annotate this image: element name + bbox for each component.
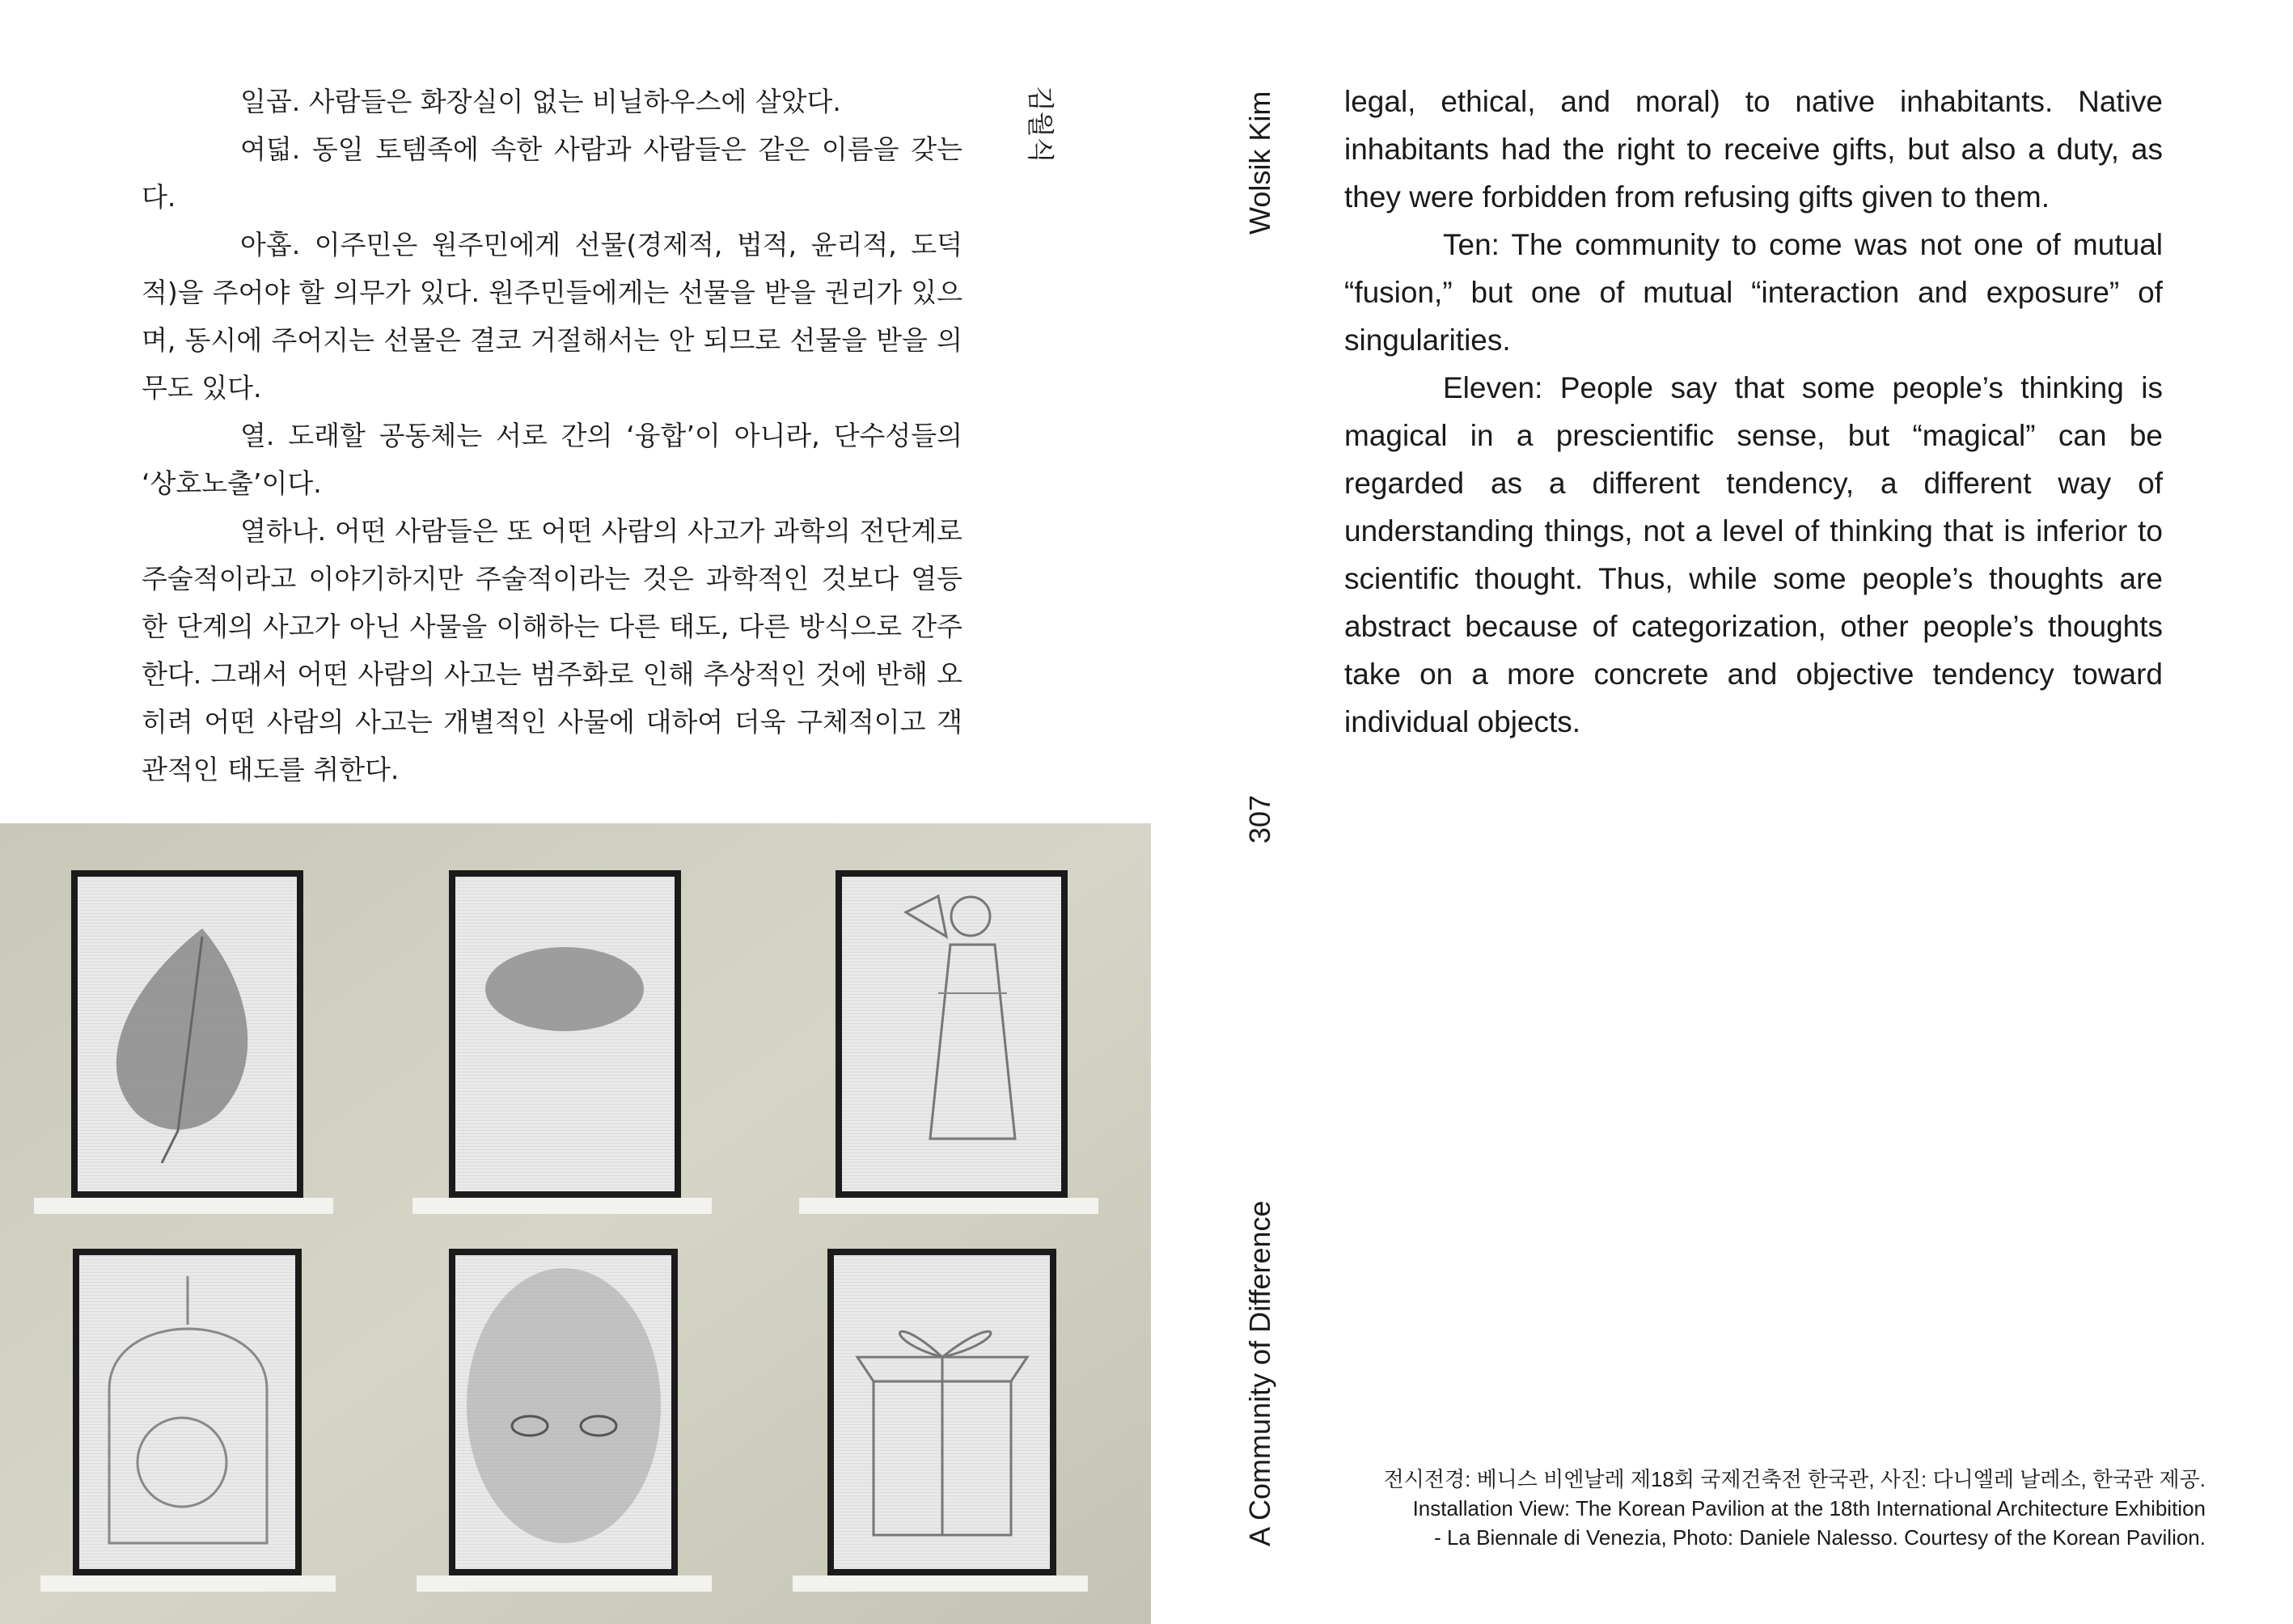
running-title: A Community of Difference <box>1243 1200 1276 1546</box>
installation-photo-drawing <box>0 823 1151 1624</box>
korean-paragraph: 여덟. 동일 토템족에 속한 사람과 사람들은 같은 이름을 갖는다. <box>142 133 962 213</box>
caption-line-korean: 전시전경: 베니스 비엔날레 제18회 국제건축전 한국관, 사진: 다니엘레 날레소, 한국관 제공. <box>1383 1467 2206 1491</box>
english-paragraph: Eleven: People say that some people’s thinking is magical in a prescientific sense, but “magical” can be regarded as a different tendency, a different way of understanding things, not a level of thinking that is inferior to scientific thought. Thus, while some people’s thoughts are abstract because of categorization, other people’s thoughts take on a more concrete and objective tendency toward individual objects. <box>1344 371 2163 738</box>
artwork-gift-box <box>793 1249 1088 1592</box>
artwork-figure-with-fan <box>799 870 1098 1214</box>
artwork-tiger <box>417 1249 712 1592</box>
installation-photo <box>0 823 1151 1624</box>
caption-line-english-2: - La Biennale di Venezia, Photo: Daniele Nalesso. Courtesy of the Korean Pavilion. <box>1434 1525 2206 1550</box>
korean-body-text <box>142 78 962 793</box>
korean-paragraph: 일곱. 사람들은 화장실이 없는 비닐하우스에 살았다. <box>240 86 841 117</box>
artwork-abalone <box>412 870 712 1214</box>
page-number: 307 <box>1243 794 1276 844</box>
english-body-text <box>1344 78 2163 746</box>
korean-paragraph: 열. 도래할 공동체는 서로 간의 ‘융합’이 아니라, 단수성들의 ‘상호노출’이다. <box>142 420 962 499</box>
author-name-english: Wolsik Kim <box>1243 91 1276 235</box>
caption-line-english-1: Installation View: The Korean Pavilion at the 18th International Architecture Exhibition <box>1412 1496 2206 1520</box>
photo-caption <box>1235 1465 2206 1552</box>
korean-paragraph: 열하나. 어떤 사람들은 또 어떤 사람의 사고가 과학의 전단계로 주술적이라고 이야기하지만 주술적이라는 것은 과학적인 것보다 열등한 단계의 사고가 아닌 사물을 이해하는 다른 태도, 다른 방식으로 간주한다. 그래서 어떤 사람의 사고는 범주화로 인해 추상적인 것에 반해 오히려 어떤 사람의 사고는 개별적인 사물에 대하여 더욱 구체적이고 객관적인 태도를 취한다. <box>142 515 962 785</box>
artwork-birdcage <box>40 1249 336 1592</box>
artwork-leaf <box>34 870 333 1214</box>
korean-paragraph: 아홉. 이주민은 원주민에게 선물(경제적, 법적, 윤리적, 도덕적)을 주어야 할 의무가 있다. 원주민들에게는 선물을 받을 권리가 있으며, 동시에 주어지는 선물은 결코 거절해서는 안 되므로 선물을 받을 의무도 있다. <box>142 229 962 404</box>
english-paragraph: legal, ethical, and moral) to native inhabitants. Native inhabitants had the right to receive gifts, but also a duty, as they were forbidden from refusing gifts given to them. <box>1344 85 2163 214</box>
english-paragraph: Ten: The community to come was not one of mutual “fusion,” but one of mutual “interaction and exposure” of singularities. <box>1344 228 2163 357</box>
author-name-korean: 김월식 <box>1025 86 1056 163</box>
